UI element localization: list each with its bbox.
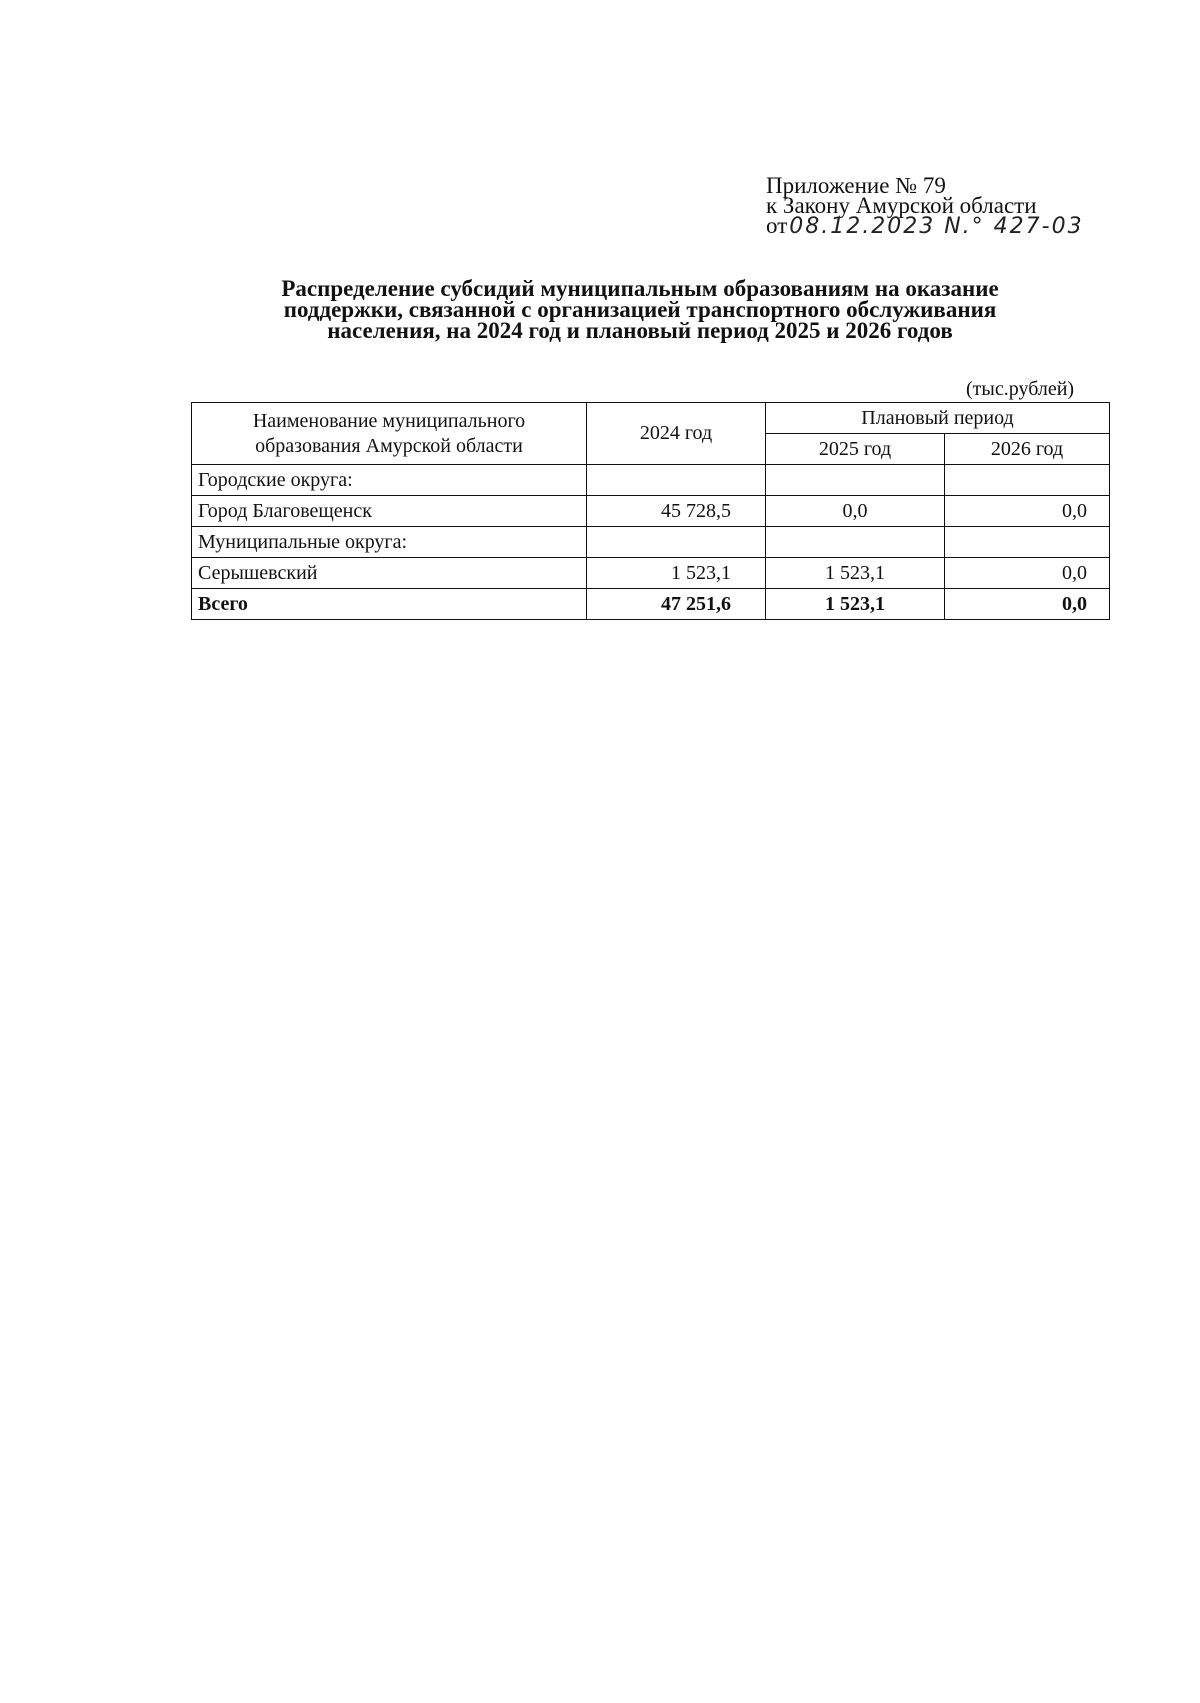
cell-2024 — [587, 465, 766, 496]
table-row-section-urban — [192, 465, 1110, 496]
appendix-date-line — [766, 213, 1084, 239]
table-row-seryshevsky — [192, 558, 1110, 589]
table-row-section-municipal — [192, 527, 1110, 558]
appendix-law-reference: к Закону Амурской области — [766, 193, 1037, 218]
title-line-1: Распределение субсидий муниципальным образованиям на оказание — [281, 276, 999, 301]
header-name-line-1: Наименование муниципального — [252, 409, 526, 432]
cell-2026: 0,0 — [945, 589, 1110, 620]
title-line-3: населения, на 2024 год и плановый период 2025 и 2026 годов — [327, 318, 953, 343]
title-line-2: поддержки, связанной с организацией транспортного обслуживания — [283, 297, 997, 322]
cell-2025: 0,0 — [766, 496, 945, 527]
document-title — [190, 278, 1090, 341]
cell-2024: 1 523,1 — [587, 558, 766, 589]
cell-2025 — [766, 465, 945, 496]
cell-2026 — [945, 527, 1110, 558]
table-row-blagoveshchensk — [192, 496, 1110, 527]
appendix-number: Приложение № 79 — [766, 173, 946, 198]
row-name: Муниципальные округа: — [192, 527, 587, 558]
cell-2024: 47 251,6 — [587, 589, 766, 620]
header-name-line-2: образования Амурской области — [255, 434, 523, 457]
handwritten-date-number: 08.12.2023 N.° 427-03 — [789, 214, 1084, 239]
row-name: Городские округа: — [192, 465, 587, 496]
header-2024: 2024 год — [587, 403, 766, 465]
subsidy-table — [191, 402, 1110, 620]
header-plan-period: Плановый период — [766, 403, 1110, 434]
row-name: Серышевский — [192, 558, 587, 589]
header-2026: 2026 год — [945, 434, 1110, 465]
units-label: (тыс.рублей) — [966, 378, 1075, 400]
row-name: Город Благовещенск — [192, 496, 587, 527]
cell-2026: 0,0 — [945, 496, 1110, 527]
header-municipality-name — [192, 403, 587, 465]
cell-2026 — [945, 465, 1110, 496]
cell-2025: 1 523,1 — [766, 589, 945, 620]
header-2025: 2025 год — [766, 434, 945, 465]
cell-2024: 45 728,5 — [587, 496, 766, 527]
cell-2026: 0,0 — [945, 558, 1110, 589]
cell-2025: 1 523,1 — [766, 558, 945, 589]
appendix-block — [766, 173, 1084, 239]
table-row-total — [192, 589, 1110, 620]
cell-2025 — [766, 527, 945, 558]
row-name: Всего — [192, 589, 587, 620]
appendix-date-prefix: от — [766, 213, 788, 238]
cell-2024 — [587, 527, 766, 558]
